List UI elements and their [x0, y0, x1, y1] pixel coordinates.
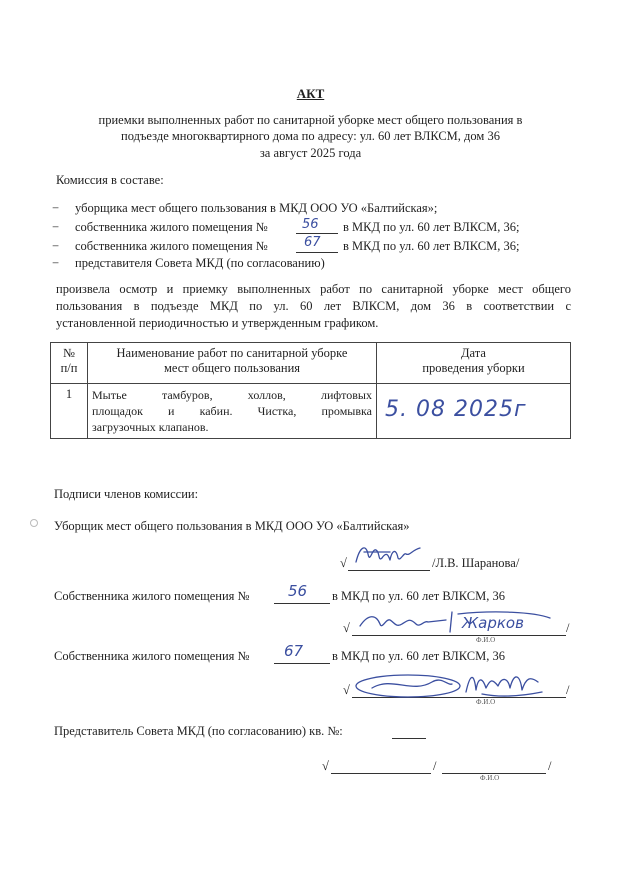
name-line[interactable]: [442, 761, 546, 774]
header-number: № п/п: [51, 343, 88, 384]
member-3-prefix: собственника жилого помещения №: [75, 239, 268, 253]
header-date: Дата проведения уборки: [377, 343, 571, 384]
work-line-2: площадок и кабин. Чистка, промывка: [92, 404, 372, 418]
subtitle-line-1: приемки выполненных работ по санитарной уборке мест общего пользования в: [98, 113, 523, 127]
dash-marker: −: [52, 239, 60, 253]
document-title: АКТ: [296, 86, 325, 101]
slash: /: [433, 759, 437, 773]
fio-caption: Ф.И.О: [476, 636, 496, 644]
check-mark: √: [322, 759, 329, 773]
work-line-1: Мытье тамбуров, холлов, лифтовых: [92, 388, 372, 402]
owner-2-line: [54, 649, 249, 664]
dash-marker: −: [52, 220, 60, 234]
statement-line-1: произвела осмотр и приемку выполненных работ по санитарной уборке мест общего: [56, 282, 571, 296]
owner-1-signature: [354, 608, 564, 638]
owner-1-suffix: в МКД по ул. 60 лет ВЛКСМ, 36: [332, 589, 505, 603]
member-2-suffix: в МКД по ул. 60 лет ВЛКСМ, 36;: [343, 220, 520, 234]
subtitle-line-2: подъезде многоквартирного дома по адресу: ул. 60 лет ВЛКСМ, дом 36: [121, 129, 500, 143]
owner-2-suffix: в МКД по ул. 60 лет ВЛКСМ, 36: [332, 649, 505, 663]
slash: /: [566, 683, 570, 697]
svg-text:5. 08 2025г: 5. 08 2025г: [385, 397, 527, 422]
fio-caption: Ф.И.О: [480, 774, 500, 782]
check-mark: √: [343, 683, 350, 697]
table-header-row: [51, 343, 571, 384]
dash-marker: −: [52, 256, 60, 270]
row-work-description: [88, 384, 377, 439]
handwritten-apartment-67: [298, 231, 338, 253]
row-number: 1: [51, 384, 88, 439]
member-4-text: представителя Совета МКД (по согласованию): [75, 256, 325, 270]
works-table: [50, 342, 571, 439]
cleaner-signature: [350, 540, 430, 572]
slash: /: [548, 759, 552, 773]
owner-2-prefix: Собственника жилого помещения №: [54, 649, 250, 663]
margin-circle: [30, 519, 38, 527]
svg-text:67: 67: [284, 642, 304, 660]
row-date: [377, 384, 571, 439]
fio-caption: Ф.И.О: [476, 698, 496, 706]
svg-text:67: 67: [304, 235, 321, 250]
handwritten-apartment-56: [282, 578, 326, 604]
cleaner-label: Уборщик мест общего пользования в МКД ООО УО «Балтийская»: [54, 519, 410, 533]
commission-intro: Комиссия в составе:: [56, 173, 164, 187]
subtitle-line-3: за август 2025 года: [259, 146, 362, 160]
signatures-heading: Подписи членов комиссии:: [54, 487, 199, 501]
member-2-prefix: собственника жилого помещения №: [75, 220, 268, 234]
owner-2-signature: [352, 664, 564, 704]
owner-1-prefix: Собственника жилого помещения №: [54, 589, 250, 603]
handwritten-apartment-67: [280, 638, 324, 664]
svg-text:Жарков: Жарков: [462, 614, 524, 632]
handwritten-date: [377, 384, 557, 428]
svg-text:56: 56: [302, 217, 319, 232]
member-3-suffix: в МКД по ул. 60 лет ВЛКСМ, 36;: [343, 239, 520, 253]
work-line-3: загрузочных клапанов.: [92, 420, 209, 434]
check-mark: √: [340, 556, 347, 570]
apartment-number-field: [392, 726, 426, 739]
signature-line[interactable]: [331, 761, 431, 774]
dash-marker: −: [52, 201, 60, 215]
statement-line-2: пользования в подъезде МКД по ул. 60 лет ВЛКСМ, дом 36 в соответствии с: [56, 299, 571, 313]
slash: /: [566, 621, 570, 635]
cleaner-name: /Л.В. Шаранова/: [432, 556, 520, 570]
check-mark: √: [343, 621, 350, 635]
table-row: [51, 384, 571, 439]
statement-line-3: установленной периодичностью и утвержденным графиком.: [56, 316, 379, 330]
member-1-text: уборщика мест общего пользования в МКД ООО УО «Балтийская»;: [75, 201, 438, 215]
svg-text:56: 56: [288, 582, 308, 600]
representative-label: Представитель Совета МКД (по согласованию) кв. №:: [54, 724, 343, 738]
owner-1-line: [54, 589, 249, 604]
header-work-name: Наименование работ по санитарной уборке мест общего пользования: [88, 343, 377, 384]
